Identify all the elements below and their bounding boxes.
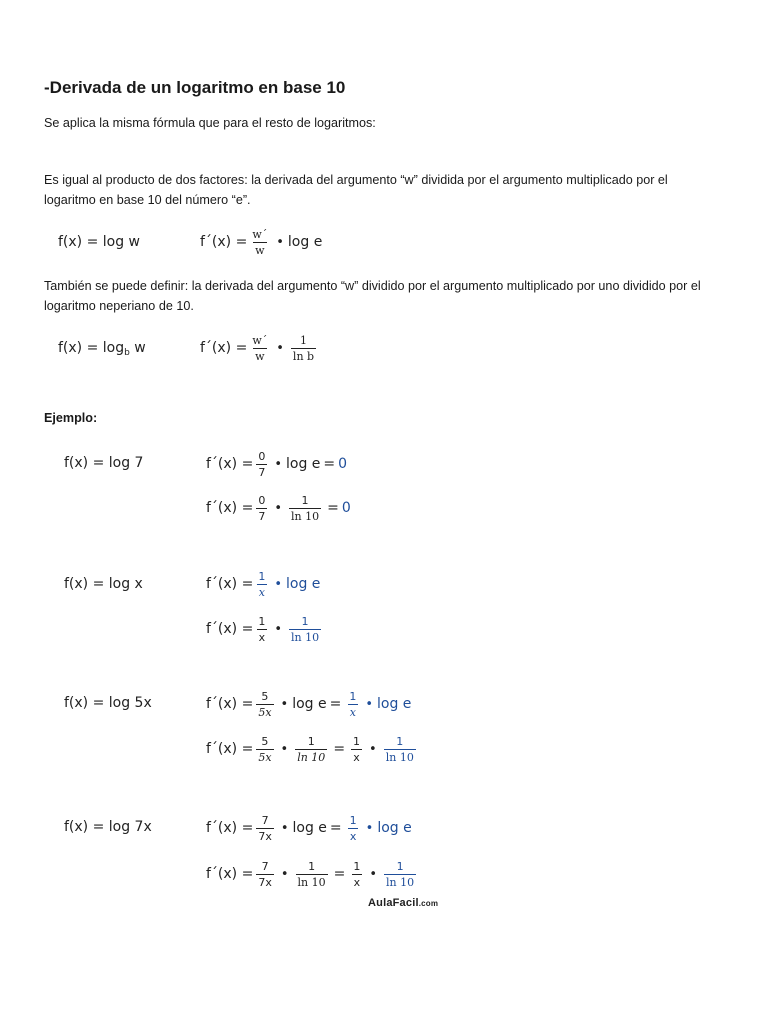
paragraph-1-line-1: Es igual al producto de dos factores: la derivada del argumento “w” dividida por el argumento multiplicado por el [44, 173, 668, 187]
log-e: log e [287, 234, 323, 250]
derivative-prefix: f´(x) = [206, 456, 254, 472]
multiply-dot: • [274, 621, 282, 637]
brand-domain: .com [418, 899, 439, 908]
fraction [256, 815, 274, 842]
example-4-lhs: f(x) = log 7x [64, 819, 152, 835]
derivative-prefix: f´(x) = [206, 621, 254, 637]
denominator: ln 10 [297, 875, 326, 889]
multiply-dot: • [365, 696, 374, 712]
denominator: ln 10 [297, 750, 326, 764]
numerator: 1 [301, 493, 309, 507]
fraction [351, 736, 362, 763]
numerator: 1 [396, 734, 404, 748]
equals-sign: = [323, 456, 336, 472]
formula-2-lhs-arg: w [134, 340, 146, 356]
multiply-dot: • [276, 340, 284, 356]
numerator: 1 [301, 614, 309, 628]
denominator: w [255, 243, 265, 257]
fraction [291, 335, 316, 362]
multiply-dot: • [369, 741, 377, 757]
paragraph-1 [44, 170, 734, 210]
log-e: log e [377, 820, 412, 836]
numerator: 5 [261, 734, 269, 748]
denominator: x [349, 829, 357, 843]
page-title: -Derivada de un logaritmo en base 10 [44, 78, 346, 97]
numerator: 1 [307, 734, 315, 748]
derivative-prefix: f´(x) = [206, 866, 254, 882]
numerator: 0 [258, 493, 266, 507]
equals-sign: = [333, 741, 346, 757]
denominator: 7 [258, 509, 266, 523]
example-3-row-1 [206, 686, 411, 722]
fraction [250, 229, 269, 256]
numerator: 1 [308, 859, 316, 873]
denominator: x [258, 630, 266, 644]
numerator: 1 [353, 859, 361, 873]
numerator: 1 [349, 813, 357, 827]
multiply-dot: • [274, 500, 282, 516]
multiply-dot: • [280, 866, 289, 882]
denominator: x [353, 750, 360, 764]
numerator: w´ [252, 333, 268, 347]
example-2-lhs: f(x) = log x [64, 576, 143, 592]
formula-2-lhs-main: f(x) = log [58, 340, 125, 356]
denominator: w [255, 349, 265, 363]
equals-sign: = [329, 820, 342, 836]
numerator: 0 [258, 449, 266, 463]
multiply-dot: • [369, 866, 378, 882]
formula-1-lhs: f(x) = log w [58, 234, 141, 250]
example-1-lhs: f(x) = log 7 [64, 455, 144, 471]
log-e: log e [292, 820, 327, 836]
derivative-prefix: f´(x) = [200, 340, 248, 356]
multiply-dot: • [365, 820, 374, 836]
paragraph-2-line-2: logaritmo neperiano de 10. [44, 299, 194, 313]
numerator: 1 [299, 333, 307, 347]
derivative-prefix: f´(x) = [206, 500, 254, 516]
denominator: ln 10 [385, 750, 414, 764]
paragraph-2 [44, 276, 734, 316]
fraction [384, 736, 416, 763]
result-value: 0 [341, 500, 351, 516]
denominator: 7x [258, 829, 272, 843]
example-label: Ejemplo: [44, 411, 98, 425]
denominator: ln b [292, 349, 315, 363]
example-1-row-1 [206, 446, 347, 482]
formula-2-lhs [58, 340, 146, 358]
derivative-prefix: f´(x) = [206, 696, 254, 712]
denominator: 7 [258, 465, 266, 479]
denominator: x [349, 705, 356, 719]
equals-sign: = [329, 696, 342, 712]
brand-name: AulaFacil [368, 897, 419, 909]
multiply-dot: • [280, 820, 289, 836]
fraction [250, 335, 269, 362]
fraction [256, 861, 274, 888]
fraction [295, 736, 327, 763]
fraction [351, 861, 362, 888]
intro-line: Se aplica la misma fórmula que para el resto de logaritmos: [44, 116, 376, 130]
denominator: 7x [258, 875, 272, 889]
denominator: x [258, 585, 265, 599]
example-4-row-1 [206, 810, 412, 846]
fraction [289, 495, 321, 522]
numerator: 7 [261, 859, 269, 873]
multiply-dot: • [280, 696, 289, 712]
multiply-dot: • [276, 234, 284, 250]
numerator: 1 [349, 689, 357, 703]
fraction [296, 861, 328, 888]
numerator: w´ [252, 227, 268, 241]
fraction [347, 691, 358, 718]
equals-sign: = [333, 866, 346, 882]
example-2-row-2 [206, 611, 324, 647]
log-e: log e [377, 696, 412, 712]
example-3-row-2 [206, 731, 419, 767]
denominator: ln 10 [291, 509, 320, 523]
multiply-dot: • [280, 741, 289, 757]
paragraph-1-line-2: logaritmo en base 10 del número “e”. [44, 193, 251, 207]
numerator: 1 [353, 734, 361, 748]
brand-logo [368, 897, 438, 909]
example-2-row-1 [206, 566, 320, 602]
numerator: 5 [261, 689, 269, 703]
equals-sign: = [327, 500, 339, 516]
formula-2-rhs [200, 330, 319, 366]
denominator: ln 10 [291, 630, 320, 644]
derivative-prefix: f´(x) = [200, 234, 248, 250]
multiply-dot: • [274, 576, 282, 592]
multiply-dot: • [274, 456, 282, 472]
fraction [256, 495, 267, 522]
log-base-subscript: b [124, 348, 130, 358]
derivative-prefix: f´(x) = [206, 576, 254, 592]
fraction [348, 815, 359, 842]
numerator: 1 [396, 859, 404, 873]
fraction [384, 861, 416, 888]
fraction [256, 616, 267, 643]
log-e: log e [286, 576, 321, 592]
log-e: log e [292, 696, 327, 712]
paragraph-2-line-1: También se puede definir: la derivada del argumento “w” dividido por el argumento multiplicado por uno dividido por el [44, 279, 701, 293]
fraction [256, 691, 273, 718]
denominator: 5x [258, 705, 272, 719]
numerator: 7 [261, 813, 269, 827]
formula-1-rhs [200, 224, 322, 260]
log-e: log e [286, 456, 321, 472]
numerator: 1 [258, 614, 266, 628]
result-value: 0 [338, 456, 348, 472]
denominator: x [353, 875, 361, 889]
fraction [256, 451, 267, 478]
derivative-prefix: f´(x) = [206, 820, 254, 836]
intro-text [44, 113, 734, 133]
fraction [289, 616, 321, 643]
example-3-lhs: f(x) = log 5x [64, 695, 152, 711]
example-1-row-2 [206, 490, 351, 526]
numerator: 1 [258, 569, 266, 583]
example-4-row-2 [206, 856, 419, 892]
fraction [256, 736, 273, 763]
denominator: 5x [258, 750, 272, 764]
derivative-prefix: f´(x) = [206, 741, 254, 757]
fraction [256, 571, 267, 598]
denominator: ln 10 [386, 875, 415, 889]
